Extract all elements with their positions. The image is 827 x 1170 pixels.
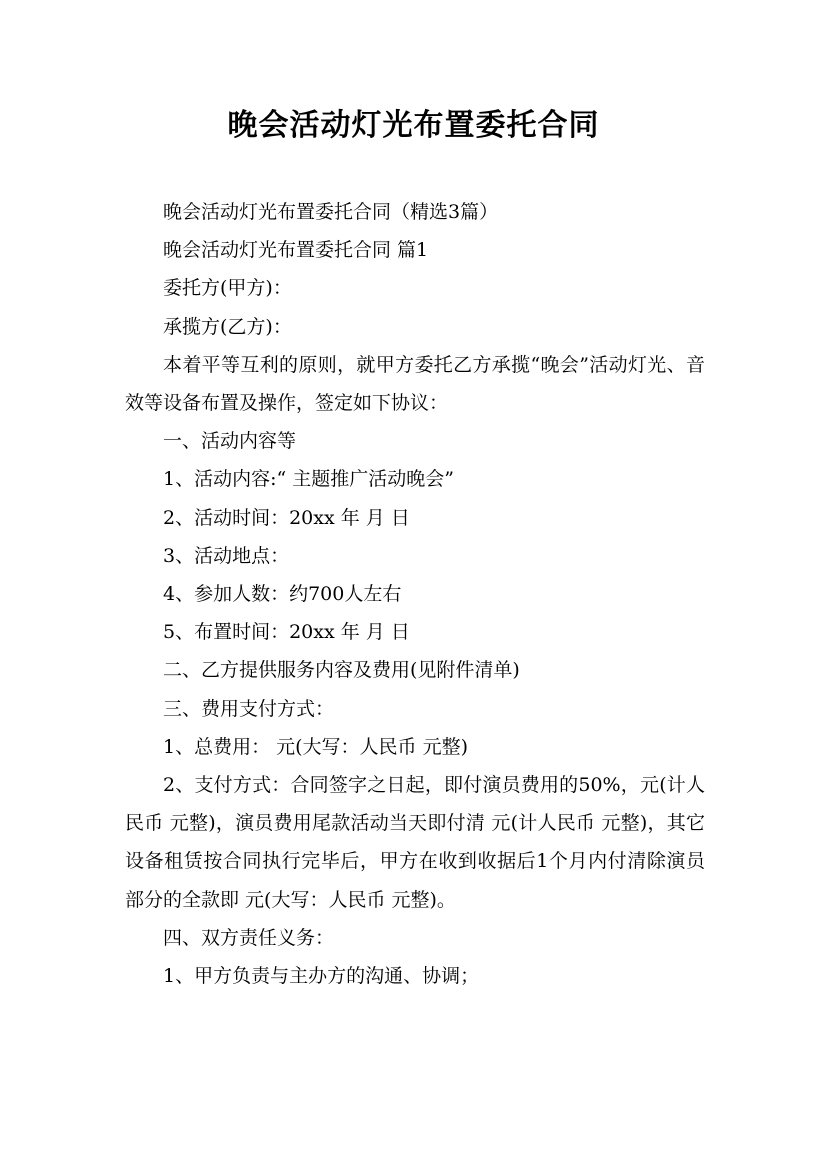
paragraph-party-b: 承揽方(乙方)：	[163, 315, 292, 338]
paragraph-preamble: 本着平等互利的原则，就甲方委托乙方承揽“晚会”活动灯光、音效等设备布置及操作，签定如下协议：	[125, 353, 705, 415]
paragraph-party-a: 委托方(甲方)：	[163, 277, 292, 300]
paragraph-item-1-3: 3、活动地点：	[163, 544, 290, 567]
paragraph-section-4: 四、双方责任义务：	[163, 926, 335, 949]
paragraph-item-1-2: 2、活动时间：20xx 年 月 日	[163, 506, 410, 529]
paragraph-item-4-1: 1、甲方负责与主办方的沟通、协调；	[163, 965, 480, 988]
paragraph-item-1-1: 1、活动内容:“ 主题推广活动晚会”	[163, 468, 454, 491]
paragraph-section-2: 二、乙方提供服务内容及费用(见附件清单)	[163, 659, 520, 682]
paragraph-item-1-5: 5、布置时间：20xx 年 月 日	[163, 621, 410, 644]
document-title: 晚会活动灯光布置委托合同	[227, 108, 600, 143]
paragraph-item-3-2: 2、支付方式：合同签字之日起，即付演员费用的50%，元(计人民币 元整)，演员费用尾款活动当天即付清 元(计人民币 元整)，其它设备租赁按合同执行完毕后，甲方在收到收据后1个月内付清除演员部分的全款即 元(大写：人民币 元整)。	[125, 774, 705, 911]
paragraph-intro: 晚会活动灯光布置委托合同（精选3篇）	[163, 201, 499, 223]
paragraph-item-3-1: 1、总费用： 元(大写：人民币 元整)	[163, 735, 468, 758]
paragraph-item-1-4: 4、参加人数：约700人左右	[163, 583, 402, 606]
paragraph-section-1: 一、活动内容等	[163, 430, 297, 453]
paragraph-part-heading: 晚会活动灯光布置委托合同 篇1	[163, 239, 429, 262]
paragraph-section-3: 三、费用支付方式：	[163, 697, 335, 720]
document-body	[125, 193, 705, 995]
